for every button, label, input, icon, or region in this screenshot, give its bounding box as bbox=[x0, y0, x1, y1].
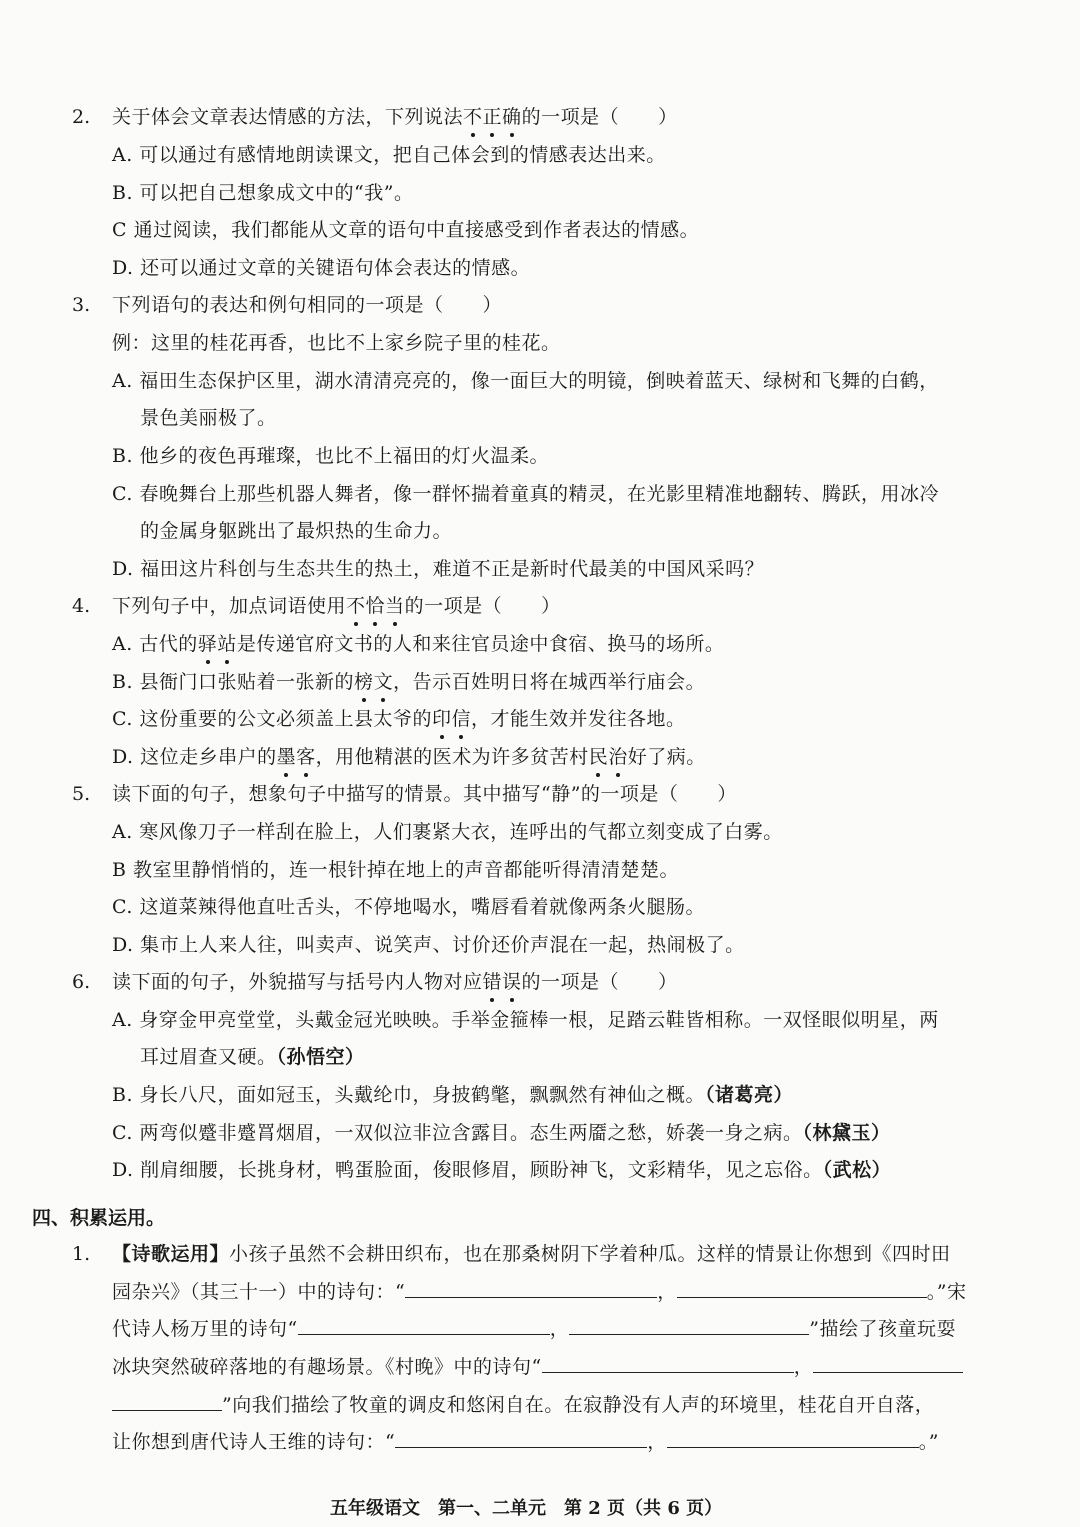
emphasis-char: 民 bbox=[588, 746, 609, 768]
q5-option-d: D. 集市上人来人往，叫卖声、说笑声、讨价还价声混在一起，热闹极了。 bbox=[112, 934, 745, 956]
question-5-number: 5. bbox=[72, 783, 91, 805]
question-4-number: 4. bbox=[72, 595, 91, 617]
q4-option-a bbox=[112, 631, 724, 657]
section4-q1-line4 bbox=[112, 1354, 963, 1380]
option-text: D. 削肩细腰，长挑身材，鸭蛋脸面，俊眼修眉，顾盼神飞，文彩精华，见之忘俗。 bbox=[112, 1159, 823, 1181]
question-3-stem: 下列语句的表达和例句相同的一项是（ ） bbox=[112, 294, 503, 316]
question-text: 园杂兴》（其三十一）中的诗句：“ bbox=[112, 1281, 406, 1303]
q5-option-b: B 教室里静悄悄的，连一根针掉在地上的声音都能听得清清楚楚。 bbox=[112, 859, 680, 881]
question-text: 让你想到唐代诗人王维的诗句：“ bbox=[112, 1431, 396, 1453]
stem-text: 的一项是（ ） bbox=[521, 106, 678, 128]
question-4-stem bbox=[112, 593, 561, 619]
q2-option-c: C 通过阅读，我们都能从文章的语句中直接感受到作者表达的情感。 bbox=[112, 219, 700, 241]
stem-text: 的一项是（ ） bbox=[521, 971, 678, 993]
option-text: B. 县衙门口张贴着一张新的 bbox=[112, 671, 355, 693]
option-text: ，才能生效并发往各地。 bbox=[470, 708, 686, 730]
option-text: C. 这份重要的公文必须盖上县太爷的 bbox=[112, 708, 432, 730]
q6-option-c bbox=[112, 1120, 890, 1146]
answer-blank[interactable] bbox=[677, 1279, 927, 1298]
option-text: 是传递官府文书的人和来往官员途中食宿、换马的场所。 bbox=[236, 633, 725, 655]
punctuation: ， bbox=[549, 1318, 570, 1340]
option-text: A. 古代的 bbox=[112, 633, 198, 655]
q6-option-a-line1: A. 身穿金甲亮堂堂，头戴金冠光映映。手举金箍棒一根，足踏云鞋皆相称。一双怪眼似明星，两 bbox=[112, 1009, 939, 1031]
option-text: ，用他精湛的医术为许多贫苦村 bbox=[315, 746, 589, 768]
q6-option-a-line2 bbox=[140, 1044, 365, 1070]
answer-blank[interactable] bbox=[542, 1354, 794, 1373]
question-tag: 【诗歌运用】 bbox=[112, 1243, 230, 1265]
q4-option-b bbox=[112, 669, 705, 695]
q3-example: 例：这里的桂花再香，也比不上家乡院子里的桂花。 bbox=[112, 332, 561, 354]
character-name: （林黛玉） bbox=[802, 1122, 891, 1144]
section4-q1-line3 bbox=[112, 1316, 956, 1342]
emphasis-char: 确 bbox=[502, 106, 522, 128]
q5-option-c: C. 这道菜辣得他直吐舌头，不停地喝水，嘴唇看着就像两条火腿肠。 bbox=[112, 896, 705, 918]
emphasis-char: 文 bbox=[373, 671, 394, 693]
punctuation: ， bbox=[647, 1431, 667, 1453]
answer-blank[interactable] bbox=[395, 1429, 647, 1448]
q4-option-c bbox=[112, 706, 686, 732]
section4-q1-line6 bbox=[112, 1429, 939, 1455]
q3-option-d: D. 福田这片科创与生态共生的热土，难道不正是新时代最美的中国风采吗？ bbox=[112, 558, 765, 580]
q6-option-b bbox=[112, 1082, 793, 1108]
section4-q1-line1 bbox=[112, 1241, 951, 1267]
emphasis-char: 恰 bbox=[365, 595, 386, 617]
option-text: 好了病。 bbox=[627, 746, 706, 768]
q3-option-a-line1: A. 福田生态保护区里，湖水清清亮亮的，像一面巨大的明镜，倒映着蓝天、绿树和飞舞的白鹤， bbox=[112, 370, 939, 392]
option-text: D. 这位走乡串户的 bbox=[112, 746, 277, 768]
emphasis-char: 榜 bbox=[354, 671, 374, 693]
page-footer: 五年级语文 第一、二单元 第 2 页（共 6 页） bbox=[330, 1498, 723, 1519]
emphasis-char: 正 bbox=[482, 106, 503, 128]
emphasis-char: 驿 bbox=[197, 633, 218, 655]
question-text: 代诗人杨万里的诗句“ bbox=[112, 1318, 298, 1340]
question-text: 。” bbox=[918, 1431, 939, 1453]
q6-option-d bbox=[112, 1157, 891, 1183]
q3-option-c-line1: C. 春晚舞台上那些机器人舞者，像一群怀揣着童真的精灵，在光影里精准地翻转、腾跃，用冰冷 bbox=[112, 483, 939, 505]
answer-blank[interactable] bbox=[112, 1392, 222, 1411]
character-name: （诸葛亮） bbox=[705, 1084, 794, 1106]
q3-option-c-line2: 的金属身躯跳出了最炽热的生命力。 bbox=[140, 520, 453, 542]
question-text: 冰块突然破碎落地的有趣场景。《村晚》中的诗句“ bbox=[112, 1356, 542, 1378]
question-text: ”向我们描绘了牧童的调皮和悠闲自在。在寂静没有人声的环境里，桂花自开自落， bbox=[222, 1394, 935, 1416]
q2-option-a: A. 可以通过有感情地朗读课文，把自己体会到的情感表达出来。 bbox=[112, 144, 666, 166]
section4-q1-number: 1. bbox=[72, 1243, 91, 1265]
option-text: 耳过眉查又硬。 bbox=[140, 1046, 277, 1068]
answer-blank[interactable] bbox=[569, 1316, 809, 1335]
question-2-number: 2. bbox=[72, 106, 91, 128]
q2-option-b: B. 可以把自己想象成文中的“我”。 bbox=[112, 182, 414, 204]
option-text: ，告示百姓明日将在城西举行庙会。 bbox=[393, 671, 706, 693]
emphasis-char: 客 bbox=[296, 746, 316, 768]
option-text: B. 身长八尺，面如冠玉，头戴纶巾，身披鹤氅，飘飘然有神仙之概。 bbox=[112, 1084, 706, 1106]
emphasis-char: 墨 bbox=[276, 746, 297, 768]
character-name: （武松） bbox=[822, 1159, 892, 1181]
stem-text: 的一项是（ ） bbox=[404, 595, 561, 617]
section4-q1-line5 bbox=[112, 1392, 934, 1418]
question-6-number: 6. bbox=[72, 971, 91, 993]
emphasis-char: 错 bbox=[482, 971, 503, 993]
question-6-stem bbox=[112, 969, 678, 995]
option-text: C. 两弯似蹙非蹙罥烟眉，一双似泣非泣含露目。态生两靥之愁，娇袭一身之病。 bbox=[112, 1122, 803, 1144]
emphasis-char: 误 bbox=[502, 971, 522, 993]
punctuation: ， bbox=[657, 1281, 677, 1303]
stem-text: 关于体会文章表达情感的方法，下列说法 bbox=[112, 106, 464, 128]
section-4-title: 四、积累运用。 bbox=[32, 1207, 166, 1229]
question-5-stem: 读下面的句子，想象句子中描写的情景。其中描写“静”的一项是（ ） bbox=[112, 783, 737, 805]
emphasis-char: 信 bbox=[451, 708, 471, 730]
emphasis-char: 不 bbox=[346, 595, 366, 617]
character-name: （孙悟空） bbox=[276, 1046, 365, 1068]
q5-option-a: A. 寒风像刀子一样刮在脸上，人们裹紧大衣，连呼出的气都立刻变成了白雾。 bbox=[112, 821, 783, 843]
emphasis-char: 站 bbox=[217, 633, 237, 655]
stem-text: 读下面的句子，外貌描写与括号内人物对应 bbox=[112, 971, 483, 993]
stem-text: 下列句子中，加点词语使用 bbox=[112, 595, 347, 617]
answer-blank[interactable] bbox=[298, 1316, 550, 1335]
question-text: 小孩子虽然不会耕田织布，也在那桑树阴下学着种瓜。这样的情景让你想到《四时田 bbox=[229, 1243, 951, 1265]
question-2-stem bbox=[112, 104, 678, 130]
section4-q1-line2 bbox=[112, 1279, 966, 1305]
emphasis-char: 治 bbox=[608, 746, 628, 768]
answer-blank[interactable] bbox=[813, 1354, 963, 1373]
punctuation: ， bbox=[793, 1356, 814, 1378]
question-3-number: 3. bbox=[72, 294, 91, 316]
q2-option-d: D. 还可以通过文章的关键语句体会表达的情感。 bbox=[112, 257, 531, 279]
emphasis-char: 印 bbox=[431, 708, 452, 730]
question-text: ”描绘了孩童玩耍 bbox=[809, 1318, 956, 1340]
question-text: 。”宋 bbox=[926, 1281, 967, 1303]
answer-blank[interactable] bbox=[667, 1429, 919, 1448]
answer-blank[interactable] bbox=[405, 1279, 657, 1298]
q4-option-d bbox=[112, 744, 706, 770]
q3-option-b: B. 他乡的夜色再璀璨，也比不上福田的灯火温柔。 bbox=[112, 445, 550, 467]
emphasis-char: 当 bbox=[385, 595, 405, 617]
q3-option-a-line2: 景色美丽极了。 bbox=[140, 407, 277, 429]
emphasis-char: 不 bbox=[463, 106, 483, 128]
